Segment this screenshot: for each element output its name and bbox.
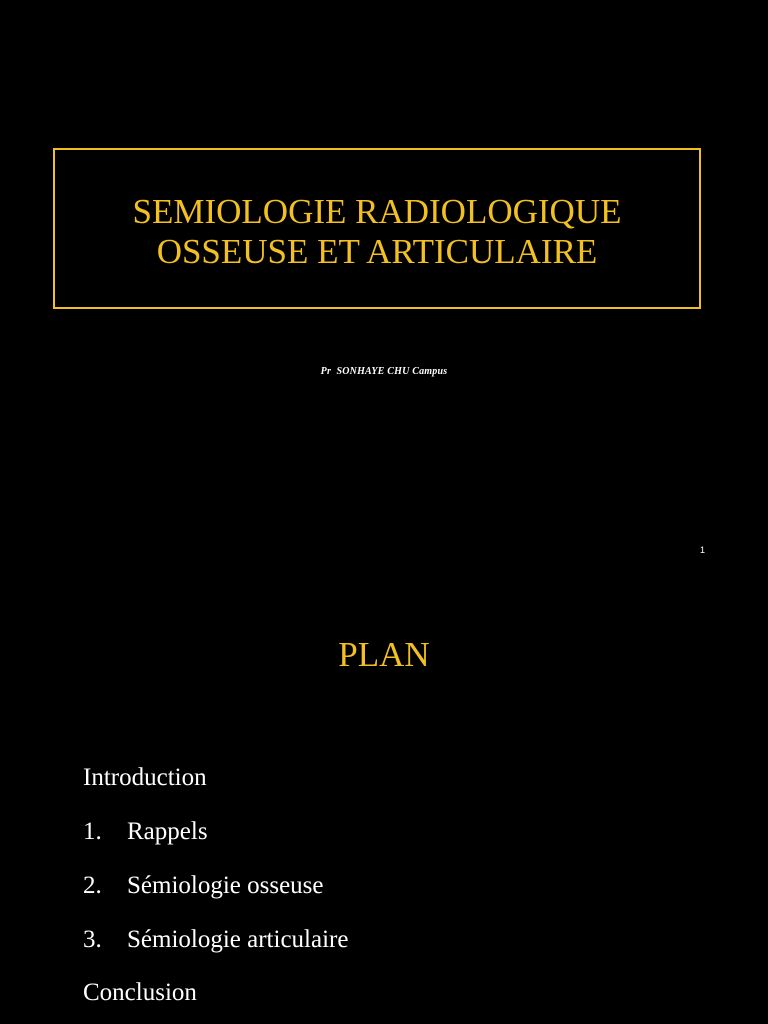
plan-item-rappels (83, 817, 208, 847)
plan-item-number: 1. (83, 818, 102, 845)
plan-item-number: 3. (83, 926, 102, 953)
page-number: 1 (700, 545, 706, 555)
slide-plan (0, 580, 768, 1024)
plan-item-text: Sémiologie articulaire (127, 926, 349, 953)
plan-item-text: Introduction (83, 764, 207, 791)
title-frame (53, 148, 701, 309)
plan-item-conclusion (83, 978, 197, 1008)
plan-item-introduction (83, 763, 207, 793)
plan-heading: PLAN (338, 635, 430, 674)
slide-title-line-2: OSSEUSE ET ARTICULAIRE (156, 232, 598, 271)
plan-item-text: Conclusion (83, 979, 197, 1006)
plan-item-number: 2. (83, 872, 102, 899)
plan-item-semiologie-osseuse (83, 871, 324, 901)
slide-title-line-1: SEMIOLOGIE RADIOLOGIQUE (132, 192, 622, 231)
plan-item-semiologie-articulaire (83, 925, 348, 955)
author-credit: Pr SONHAYE CHU Campus (320, 366, 448, 377)
plan-item-text: Rappels (127, 818, 208, 845)
plan-item-text: Sémiologie osseuse (127, 872, 324, 899)
